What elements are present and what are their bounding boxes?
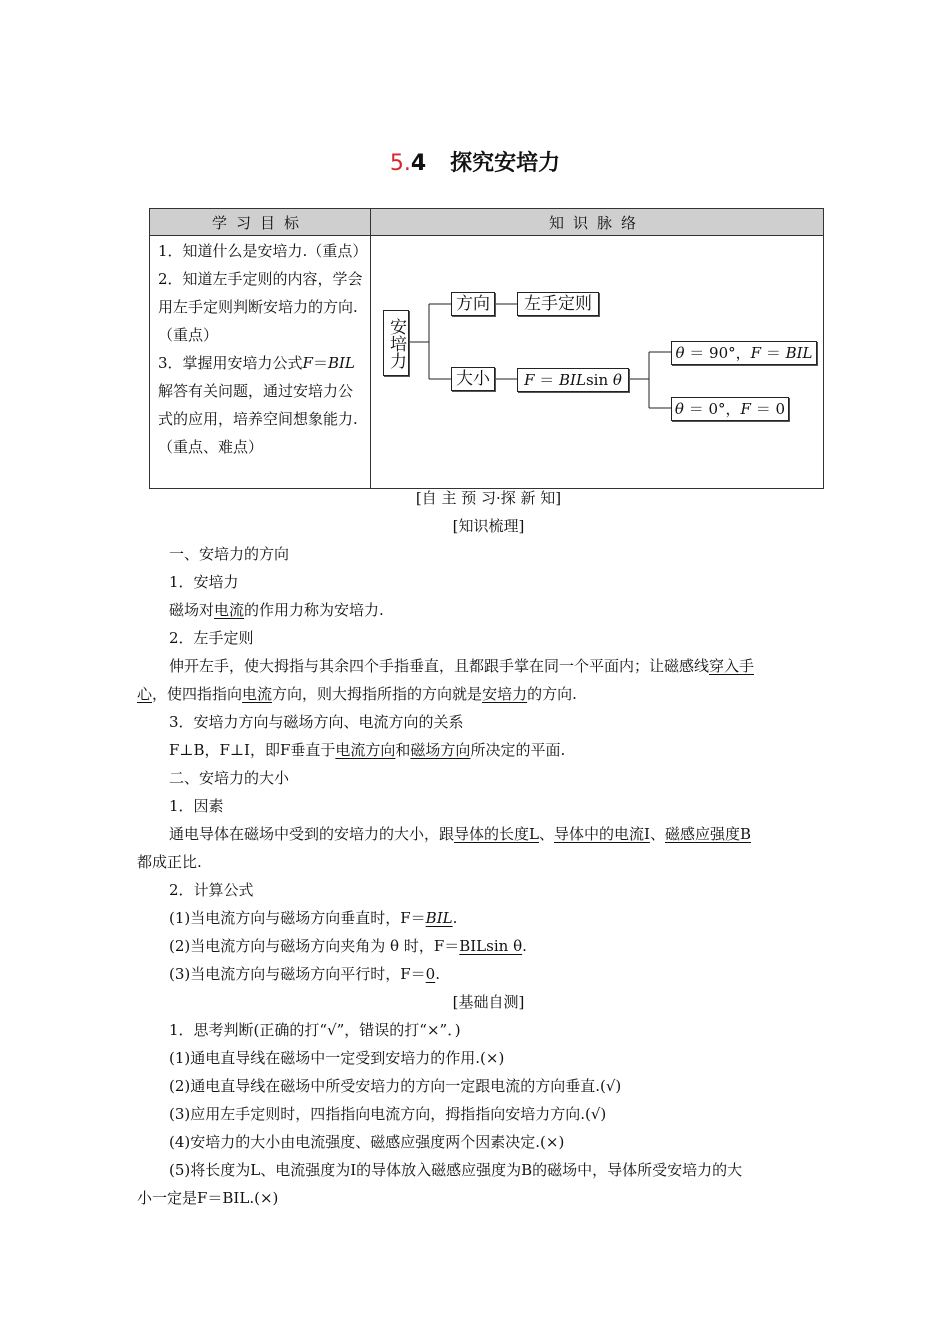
section-number: 4 — [410, 151, 427, 176]
quiz-item-1: (1)通电直导线在磁场中一定受到安培力的作用.(×) — [169, 1049, 505, 1067]
section-banner: [自 主 预 习·探 新 知] — [415, 489, 562, 507]
part2-item1-title: 1．因素 — [169, 797, 224, 815]
part1-item2-title: 2．左手定则 — [169, 629, 254, 647]
diagram-cell — [371, 236, 824, 489]
quiz-title: 1．思考判断(正确的打“√”，错误的打“×”．) — [169, 1021, 461, 1039]
quiz-item-5-line2: 小一定是F＝BIL.(×) — [137, 1189, 279, 1207]
part1-item2-line1: 伸开左手，使大拇指与其余四个手指垂直，且都跟手掌在同一个平面内；让磁感线穿入手 — [169, 657, 755, 675]
magnitude-box: 大小 — [451, 367, 495, 391]
header-goals: 学习目标 — [150, 209, 371, 236]
left-hand-rule-box: 左手定则 — [517, 292, 599, 316]
header-context: 知识脉络 — [371, 209, 824, 236]
case-90-box: θ ＝ 90°，F ＝ BIL — [671, 341, 817, 365]
page-title — [0, 146, 950, 177]
goals-cell — [150, 236, 371, 489]
goal-2: 2．知道左手定则的内容，学会用左手定则判断安培力的方向.（重点） — [158, 270, 363, 344]
formula-1: (1)当电流方向与磁场方向垂直时，F＝BIL. — [169, 909, 458, 927]
knowledge-diagram — [371, 236, 824, 486]
direction-box: 方向 — [451, 292, 495, 316]
case-0-box: θ ＝ 0°，F ＝ 0 — [671, 397, 789, 421]
formula-2: (2)当电流方向与磁场方向夹角为 θ 时，F＝BILsin θ. — [169, 937, 527, 955]
formula-3: (3)当电流方向与磁场方向平行时，F＝0. — [169, 965, 440, 983]
sub-banner-knowledge: [知识梳理] — [452, 517, 525, 535]
part1-item2-line2: 心，使四指指向电流方向，则大拇指所指的方向就是安培力的方向. — [137, 685, 577, 703]
goals-table — [149, 208, 824, 489]
part2-item1-line1: 通电导体在磁场中受到的安培力的大小，跟导体的长度L、导体中的电流I、磁感应强度B — [169, 825, 751, 843]
part1-heading: 一、安培力的方向 — [169, 545, 290, 563]
sub-banner-selftest: [基础自测] — [452, 993, 525, 1011]
part2-heading: 二、安培力的大小 — [169, 769, 290, 787]
part1-item3-title: 3．安培力方向与磁场方向、电流方向的关系 — [169, 713, 464, 731]
quiz-item-4: (4)安培力的大小由电流强度、磁感应强度两个因素决定.(×) — [169, 1133, 565, 1151]
root-box: 安培力 — [383, 310, 409, 376]
goal-3: 3．掌握用安培力公式F＝BIL解答有关问题，通过安培力公式的应用，培养空间想象能力.（重点、难点） — [158, 354, 358, 456]
part2-item1-line2: 都成正比. — [137, 853, 202, 871]
quiz-item-5-line1: (5)将长度为L、电流强度为I的导体放入磁感应强度为B的磁场中，导体所受安培力的大 — [169, 1161, 743, 1179]
part2-item2-title: 2．计算公式 — [169, 881, 254, 899]
title-text: 探究安培力 — [450, 151, 561, 176]
part1-item3-text: F⊥B，F⊥I，即F垂直于电流方向和磁场方向所决定的平面. — [169, 741, 566, 759]
formula-box: F ＝ BILsin θ — [517, 368, 629, 392]
part1-item1-text: 磁场对电流的作用力称为安培力. — [169, 601, 384, 619]
quiz-item-3: (3)应用左手定则时，四指指向电流方向，拇指指向安培力方向.(√) — [169, 1105, 607, 1123]
goal-1: 1．知道什么是安培力.（重点） — [158, 242, 368, 260]
part1-item1-title: 1．安培力 — [169, 573, 239, 591]
quiz-item-2: (2)通电直导线在磁场中所受安培力的方向一定跟电流的方向垂直.(√) — [169, 1077, 622, 1095]
section-number-red: 5. — [389, 151, 411, 176]
